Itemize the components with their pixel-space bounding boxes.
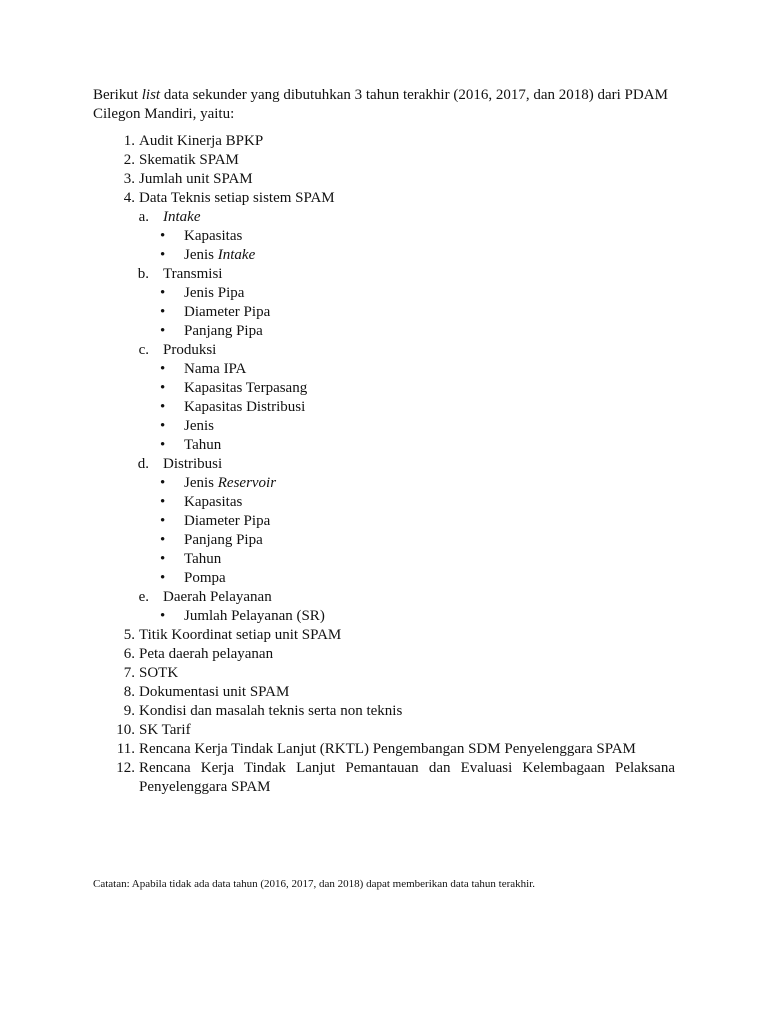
sub-item-letter: e. <box>138 589 149 605</box>
list-item <box>0 626 768 645</box>
intro-text: data sekunder yang dibutuhkan 3 tahun terakhir (2016, 2017, dan 2018) dari PDAM <box>160 87 668 103</box>
sub-item <box>0 341 768 360</box>
item-number: 5. <box>123 627 135 643</box>
item-text: Audit Kinerja BPKP <box>139 133 264 149</box>
bullet-item <box>0 417 768 436</box>
item-text: Skematik SPAM <box>139 152 239 168</box>
list-item <box>0 683 768 702</box>
sub-item <box>0 588 768 607</box>
bullet-text: Diameter Pipa <box>184 304 271 320</box>
bullet-text: Kapasitas Distribusi <box>184 399 306 415</box>
bullet-icon: • <box>160 570 166 586</box>
bullet-item <box>0 607 768 626</box>
sub-item-letter: d. <box>137 456 149 472</box>
item-text: Peta daerah pelayanan <box>139 646 274 662</box>
sub-item <box>0 208 768 227</box>
bullet-text <box>184 474 276 493</box>
item-text: Data Teknis setiap sistem SPAM <box>139 190 335 206</box>
item-text: Penyelenggara SPAM <box>139 779 271 795</box>
bullet-icon: • <box>160 247 166 263</box>
bullet-icon: • <box>160 608 166 624</box>
list-item <box>0 702 768 721</box>
intro-paragraph <box>93 86 683 124</box>
item-text: SOTK <box>139 665 179 681</box>
bullet-icon: • <box>160 304 166 320</box>
bullet-item <box>0 379 768 398</box>
bullet-icon: • <box>160 228 166 244</box>
bullet-text: Jenis <box>184 418 214 434</box>
bullet-text: Pompa <box>184 570 226 586</box>
bullet-icon: • <box>160 323 166 339</box>
bullet-text: Jenis Pipa <box>184 285 245 301</box>
bullet-icon: • <box>160 513 166 529</box>
list-item <box>0 645 768 664</box>
bullet-icon: • <box>160 532 166 548</box>
sub-item-text: Transmisi <box>163 266 223 282</box>
list-item <box>0 151 768 170</box>
bullet-item <box>0 436 768 455</box>
item-number: 10. <box>116 722 135 738</box>
bullet-item <box>0 493 768 512</box>
item-number: 7. <box>123 665 135 681</box>
sub-item-text: Distribusi <box>163 456 223 472</box>
sub-item-letter: a. <box>138 209 149 225</box>
item-text: Rencana Kerja Tindak Lanjut Pemantauan dan Evaluasi Kelembagaan Pelaksana <box>139 760 675 776</box>
item-text: Dokumentasi unit SPAM <box>139 684 290 700</box>
bullet-text-italic: Intake <box>217 247 256 263</box>
bullet-text: Diameter Pipa <box>184 513 271 529</box>
sub-item-letter: c. <box>138 342 149 358</box>
bullet-item <box>0 550 768 569</box>
sub-item-text: Daerah Pelayanan <box>163 589 272 605</box>
list-item <box>0 721 768 740</box>
footnote: Catatan: Apabila tidak ada data tahun (2016, 2017, dan 2018) dapat memberikan data tahun terakhir. <box>93 878 535 890</box>
bullet-icon: • <box>160 437 166 453</box>
item-text: Kondisi dan masalah teknis serta non teknis <box>139 703 403 719</box>
intro-line-1 <box>93 86 683 105</box>
intro-text: Berikut <box>93 87 142 103</box>
sub-item-text: Produksi <box>163 342 217 358</box>
item-number: 11. <box>116 741 135 757</box>
item-text: Jumlah unit SPAM <box>139 171 253 187</box>
bullet-text: Kapasitas Terpasang <box>184 380 308 396</box>
bullet-text-part: Jenis <box>184 475 218 491</box>
sub-item <box>0 455 768 474</box>
list-item <box>0 132 768 151</box>
item-number: 4. <box>123 190 135 206</box>
bullet-item <box>0 227 768 246</box>
intro-italic-word: list <box>141 87 161 103</box>
item-number: 6. <box>123 646 135 662</box>
bullet-item <box>0 360 768 379</box>
list-item <box>0 189 768 208</box>
bullet-icon: • <box>160 285 166 301</box>
bullet-text: Tahun <box>184 551 222 567</box>
bullet-text: Tahun <box>184 437 222 453</box>
bullet-item <box>0 303 768 322</box>
list-item <box>0 664 768 683</box>
bullet-text: Panjang Pipa <box>184 532 263 548</box>
item-number: 8. <box>123 684 135 700</box>
bullet-item <box>0 284 768 303</box>
item-number: 1. <box>123 133 135 149</box>
item-number: 3. <box>123 171 135 187</box>
bullet-text <box>184 246 255 265</box>
bullet-item <box>0 531 768 550</box>
list-item <box>0 759 768 778</box>
list-item <box>0 740 768 759</box>
item-number: 12. <box>116 760 135 776</box>
bullet-text: Nama IPA <box>184 361 247 377</box>
bullet-item <box>0 246 768 265</box>
bullet-item <box>0 474 768 493</box>
item-text: Titik Koordinat setiap unit SPAM <box>139 627 342 643</box>
bullet-icon: • <box>160 418 166 434</box>
bullet-text: Panjang Pipa <box>184 323 263 339</box>
bullet-item <box>0 322 768 341</box>
list-item <box>0 170 768 189</box>
item-number: 9. <box>123 703 135 719</box>
sub-item-letter: b. <box>137 266 149 282</box>
item-text: SK Tarif <box>139 722 191 738</box>
sub-item <box>0 265 768 284</box>
bullet-text: Jumlah Pelayanan (SR) <box>184 608 325 624</box>
bullet-text-part: Jenis <box>184 247 218 263</box>
sub-item-text: Intake <box>163 209 201 225</box>
bullet-icon: • <box>160 380 166 396</box>
bullet-text: Kapasitas <box>184 228 243 244</box>
list-item-continuation <box>0 778 768 797</box>
bullet-icon: • <box>160 494 166 510</box>
item-number: 2. <box>123 152 135 168</box>
bullet-text: Kapasitas <box>184 494 243 510</box>
bullet-icon: • <box>160 551 166 567</box>
bullet-icon: • <box>160 361 166 377</box>
data-list <box>0 132 768 797</box>
item-text: Rencana Kerja Tindak Lanjut (RKTL) Pengembangan SDM Penyelenggara SPAM <box>139 741 636 757</box>
bullet-item <box>0 398 768 417</box>
intro-line-2: Cilegon Mandiri, yaitu: <box>93 106 235 122</box>
bullet-icon: • <box>160 399 166 415</box>
bullet-item <box>0 569 768 588</box>
bullet-icon: • <box>160 475 166 491</box>
bullet-text-italic: Reservoir <box>217 475 277 491</box>
bullet-item <box>0 512 768 531</box>
